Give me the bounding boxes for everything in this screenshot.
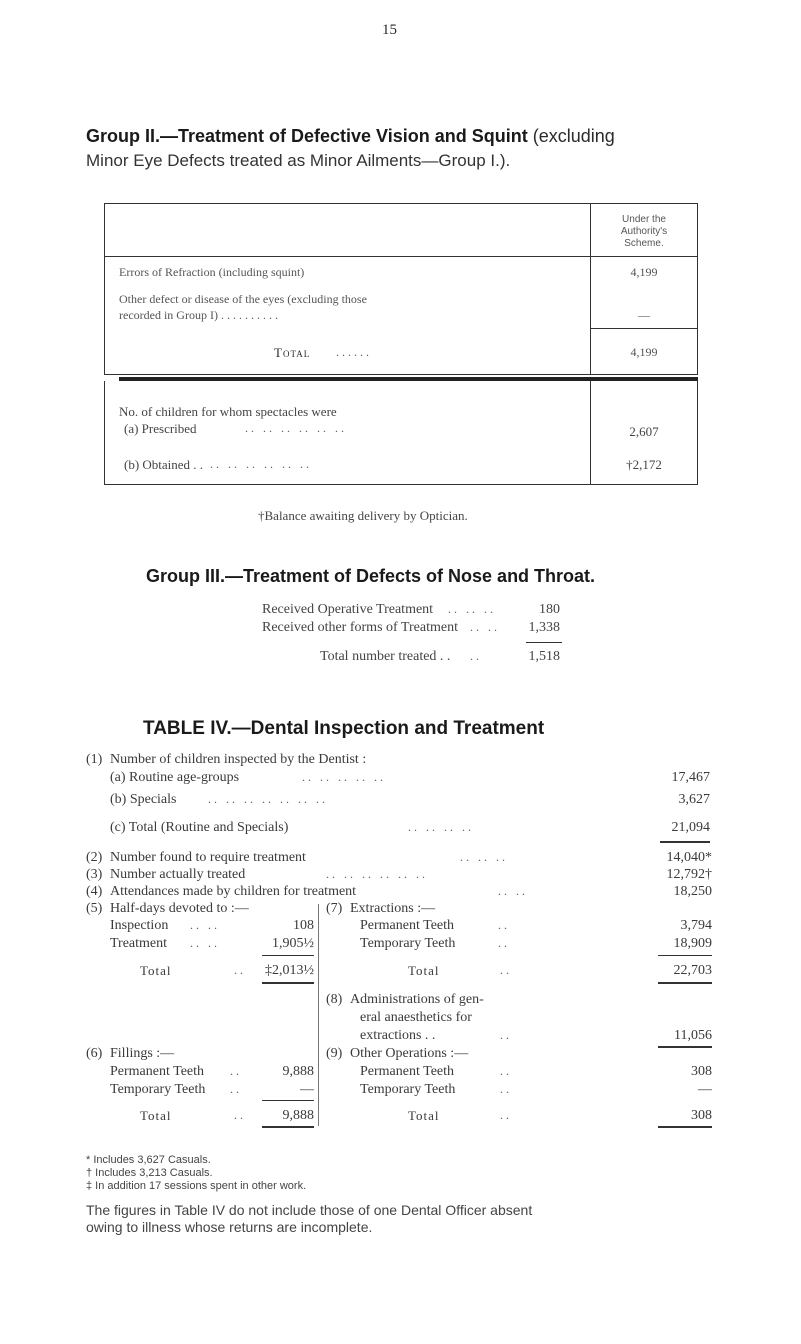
item8-line3: extractions . . xyxy=(360,1028,436,1043)
item1b-label: (b) Specials xyxy=(110,792,177,807)
item3-num: (3) xyxy=(86,867,103,882)
item5-inspection-label: Inspection xyxy=(110,918,169,933)
item6-temp-label: Temporary Teeth xyxy=(110,1082,206,1097)
item7-perm-label: Permanent Teeth xyxy=(360,918,455,933)
page-number: 15 xyxy=(382,22,397,38)
item1-num: (1) xyxy=(86,752,103,767)
item9-temp-dots: . . xyxy=(500,1082,509,1096)
item1a-label: (a) Routine age-groups xyxy=(110,770,240,785)
group2-title xyxy=(86,126,615,147)
item8-rule xyxy=(658,1046,712,1048)
item6-perm-label: Permanent Teeth xyxy=(110,1064,205,1079)
item1c-label: (c) Total (Routine and Specials) xyxy=(110,820,289,835)
item8-line1: Administrations of gen- xyxy=(350,992,484,1007)
group2-title-line2: Minor Eye Defects treated as Minor Ailments—Group I.). xyxy=(86,151,511,170)
item8-num: (8) xyxy=(326,992,343,1007)
item6-total-label: Total xyxy=(140,1108,172,1123)
item7-total-dots: . . xyxy=(500,963,509,977)
group3-title: Group III.—Treatment of Defects of Nose and Throat. xyxy=(146,566,596,586)
item7-perm-dots: . . xyxy=(498,918,507,932)
item7-temp-dots: . . xyxy=(498,936,507,950)
item6-perm-dots: . . xyxy=(230,1064,239,1078)
item7-perm-value: 3,794 xyxy=(680,918,712,933)
item3-value: 12,792† xyxy=(666,867,712,882)
item3-label: Number actually treated xyxy=(110,867,246,882)
item7-temp-value: 18,909 xyxy=(673,936,712,951)
item1c-rule xyxy=(660,841,710,843)
item1c-value: 21,094 xyxy=(671,820,710,835)
table-left-rule xyxy=(104,203,105,375)
table2-left-rule xyxy=(104,381,105,485)
table-top-rule xyxy=(104,203,698,204)
group3-total-rule xyxy=(526,642,562,643)
item4-dots: . . . . xyxy=(498,884,525,898)
prescribed-value: 2,607 xyxy=(629,424,659,439)
header-rule xyxy=(104,256,698,257)
obtained-value: †2,172 xyxy=(626,457,662,472)
item7-total-dbl-rule xyxy=(658,982,712,984)
item1a-value: 17,467 xyxy=(671,770,710,785)
obtained-label: (b) Obtained . . xyxy=(124,457,204,472)
item5-total-value: ‡2,013½ xyxy=(265,963,314,978)
item2-dots: . . . . . . xyxy=(460,850,505,864)
table4-note-line1: The figures in Table IV do not include those of one Dental Officer absent xyxy=(86,1202,533,1218)
col-header-line1: Under the xyxy=(622,214,666,225)
item5-label: Half-days devoted to :— xyxy=(110,901,249,916)
item5-inspection-value: 108 xyxy=(293,918,314,933)
item4-value: 18,250 xyxy=(673,884,712,899)
item6-temp-dots: . . xyxy=(230,1082,239,1096)
group3-row1-dots: . . . . . . xyxy=(448,602,493,616)
item9-total-dbl-rule xyxy=(658,1126,712,1128)
item7-temp-label: Temporary Teeth xyxy=(360,936,456,951)
total-dots: . . . . . . xyxy=(336,345,369,359)
col-header-line3: Scheme. xyxy=(624,238,664,249)
item7-num: (7) xyxy=(326,901,343,916)
group3-total-value: 1,518 xyxy=(528,649,560,664)
item2-num: (2) xyxy=(86,850,103,865)
total-lower-rule xyxy=(104,374,698,375)
item9-total-label: Total xyxy=(408,1108,440,1123)
item6-perm-value: 9,888 xyxy=(282,1064,314,1079)
item7-label: Extractions :— xyxy=(350,901,436,916)
group2-footnote: †Balance awaiting delivery by Optician. xyxy=(258,508,468,523)
item9-perm-value: 308 xyxy=(691,1064,712,1079)
group2-title-bold: Group II. xyxy=(86,126,160,146)
item7-total-rule xyxy=(658,955,712,956)
group3-row2-value: 1,338 xyxy=(528,620,560,635)
total-upper-rule xyxy=(590,328,698,329)
item6-total-value: 9,888 xyxy=(282,1108,314,1123)
thick-divider xyxy=(119,377,698,381)
col-header-line2: Authority's xyxy=(620,226,668,237)
table2-bottom-rule xyxy=(104,484,698,485)
table4-title: TABLE IV.—Dental Inspection and Treatment xyxy=(143,718,545,739)
item5-num: (5) xyxy=(86,901,103,916)
item6-num: (6) xyxy=(86,1046,103,1061)
item2-value: 14,040* xyxy=(666,850,712,865)
item6-total-dbl-rule xyxy=(262,1126,314,1128)
item9-label: Other Operations :— xyxy=(350,1046,469,1061)
group3-row2-label: Received other forms of Treatment xyxy=(262,620,458,635)
item5-treatment-label: Treatment xyxy=(110,936,168,951)
item2-label: Number found to require treatment xyxy=(110,850,306,865)
column-divider xyxy=(318,904,319,1126)
group3-row1-label: Received Operative Treatment xyxy=(262,602,434,617)
total-label: Total xyxy=(274,345,311,360)
spectacles-label: No. of children for whom spectacles were xyxy=(119,404,337,419)
row-other-label2: recorded in Group I) . . . . . . . . . . xyxy=(119,308,278,322)
group3-total-label: Total number treated . . xyxy=(320,649,451,664)
item5-treatment-value: 1,905½ xyxy=(272,936,314,951)
item1b-value: 3,627 xyxy=(678,792,710,807)
item5-total-dbl-rule xyxy=(262,982,314,984)
item7-total-label: Total xyxy=(408,963,440,978)
item3-dots: . . . . . . . . . . . . xyxy=(326,867,425,881)
item8-value: 11,056 xyxy=(674,1028,712,1043)
item9-perm-dots: . . xyxy=(500,1064,509,1078)
item8-line2: eral anaesthetics for xyxy=(360,1010,472,1025)
group3-row1-value: 180 xyxy=(539,602,560,617)
item1-label: Number of children inspected by the Dentist : xyxy=(110,752,367,767)
item5-inspection-dots: . . . . xyxy=(190,918,217,932)
prescribed-dots: . . . . . . . . . . . . xyxy=(245,421,344,435)
item1b-dots: . . . . . . . . . . . . . . xyxy=(208,792,325,806)
item6-temp-value: — xyxy=(300,1082,314,1097)
item5-total-label: Total xyxy=(140,963,172,978)
item9-temp-value: — xyxy=(698,1082,712,1097)
item1a-dots: . . . . . . . . . . xyxy=(302,770,383,784)
item9-total-dots: . . xyxy=(500,1108,509,1122)
item6-total-dots: . . xyxy=(234,1108,243,1122)
item4-label: Attendances made by children for treatment xyxy=(110,884,357,899)
group3-row2-dots: . . . . xyxy=(470,620,497,634)
item6-total-rule xyxy=(262,1100,314,1101)
group2-title-rest: —Treatment of Defective Vision and Squint xyxy=(160,126,528,146)
col-header xyxy=(590,214,698,250)
item7-total-value: 22,703 xyxy=(673,963,712,978)
footnote-3: ‡ In addition 17 sessions spent in other work. xyxy=(86,1180,307,1192)
item9-total-value: 308 xyxy=(691,1108,712,1123)
item5-total-dots: . . xyxy=(234,963,243,977)
group3-total-dots: . . xyxy=(470,649,479,663)
item9-num: (9) xyxy=(326,1046,343,1061)
table4-note-line2: owing to illness whose returns are incomplete. xyxy=(86,1219,373,1235)
item1c-dots: . . . . . . . . xyxy=(408,820,471,834)
footnote-1: * Includes 3,627 Casuals. xyxy=(86,1154,211,1166)
item8-dots: . . xyxy=(500,1028,509,1042)
row-refraction-value: 4,199 xyxy=(630,265,658,279)
item5-total-rule xyxy=(262,955,314,956)
row-refraction-label: Errors of Refraction (including squint) xyxy=(119,265,305,279)
row-other-value: — xyxy=(638,308,650,322)
item5-treatment-dots: . . . . xyxy=(190,936,217,950)
footnote-2: † Includes 3,213 Casuals. xyxy=(86,1167,213,1179)
row-other-label: Other defect or disease of the eyes (excluding those xyxy=(119,292,367,306)
prescribed-label: (a) Prescribed xyxy=(124,421,197,436)
item9-perm-label: Permanent Teeth xyxy=(360,1064,455,1079)
item6-label: Fillings :— xyxy=(110,1046,175,1061)
item9-temp-label: Temporary Teeth xyxy=(360,1082,456,1097)
table4-footnotes xyxy=(86,1154,306,1193)
obtained-dots: . . . . . . . . . . . . xyxy=(210,457,309,471)
total-value: 4,199 xyxy=(630,345,658,359)
group2-title-tail: (excluding xyxy=(527,126,615,146)
item4-num: (4) xyxy=(86,884,103,899)
